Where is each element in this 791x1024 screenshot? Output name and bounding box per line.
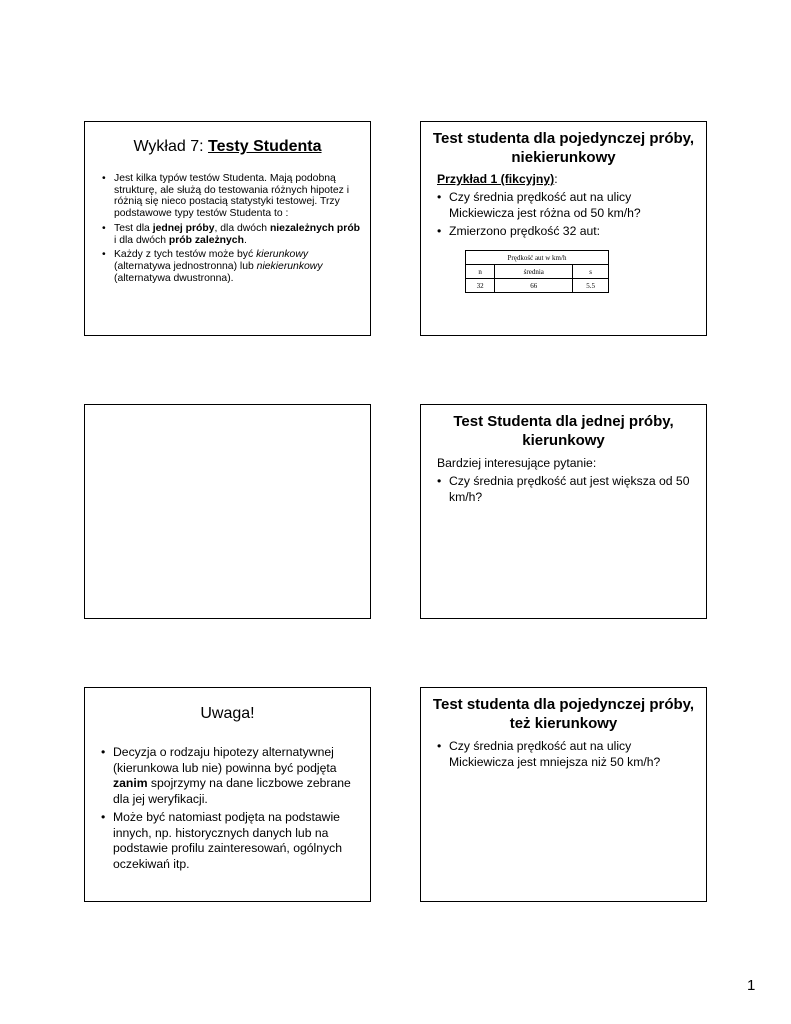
slide-2-bullets <box>437 190 699 243</box>
page-number: 1 <box>747 977 756 994</box>
slide-4-bullet-1: • Czy średnia prędkość aut jest większa od 50 km/h? <box>437 474 699 505</box>
slide-2-bullet-2: • Zmierzono prędkość 32 aut: <box>437 224 699 240</box>
slide-4-bullets <box>437 474 699 508</box>
slide-2-example-label: Przykład 1 (fikcyjny): <box>437 172 558 186</box>
speed-table-cell: 5.5 <box>573 279 609 293</box>
slide-5-bullet-2: • Może być natomiast podjęta na podstawie innych, np. historycznych danych lub na podstawie profilu zainteresowań, ogólnych oczekiwań itp. <box>101 810 359 872</box>
slide-1-title <box>85 138 370 156</box>
slide-2 <box>420 121 707 336</box>
slide-4-title: Test Studenta dla jednej próby, kierunkowy <box>453 413 674 449</box>
slide-1-bullet-2: • Test dla jednej próby, dla dwóch niezależnych prób i dla dwóch prób zależnych. <box>102 223 360 246</box>
slide-2-bullet-1: • Czy średnia prędkość aut na ulicy Mickiewicza jest różna od 50 km/h? <box>437 190 699 221</box>
slide-6-bullets <box>437 739 699 773</box>
speed-table-header: średnia <box>495 265 573 279</box>
slide-1-title-prefix: Wykład 7: <box>133 138 209 155</box>
slide-5 <box>84 687 371 902</box>
slide-1-bullets <box>102 173 360 287</box>
speed-table-header: s <box>573 265 609 279</box>
slide-1-title-main: Testy Studenta <box>208 138 322 155</box>
slide-6-bullet-1: • Czy średnia prędkość aut na ulicy Mickiewicza jest mniejsza niż 50 km/h? <box>437 739 699 770</box>
slide-2-title: Test studenta dla pojedynczej próby, niekierunkowy <box>432 130 695 166</box>
slide-1 <box>84 121 371 336</box>
slide-4-intro: Bardziej interesujące pytanie: <box>437 456 597 470</box>
speed-table-cell: 66 <box>495 279 573 293</box>
speed-table <box>465 250 609 293</box>
slide-1-bullet-1: • Jest kilka typów testów Studenta. Mają podobną strukturę, ale służą do testowania różnych hipotez i różnią się nieco postacią statystyki testowej. Trzy podstawowe typy testów Studenta to : <box>102 173 360 220</box>
slide-1-bullet-3: • Każdy z tych testów może być kierunkowy (alternatywa jednostronna) lub niekierunkowy (alternatywa dwustronna). <box>102 249 360 284</box>
slide-5-bullets <box>101 745 359 875</box>
slide-4 <box>420 404 707 619</box>
slide-5-bullet-1: • Decyzja o rodzaju hipotezy alternatywnej (kierunkowa lub nie) powinna być podjęta zanim spojrzymy na dane liczbowe zebrane dla jej weryfikacji. <box>101 745 359 807</box>
slide-6 <box>420 687 707 902</box>
slide-6-title: Test studenta dla pojedynczej próby, też kierunkowy <box>432 696 695 732</box>
slide-3-empty <box>84 404 371 619</box>
speed-table-caption: Prędkość aut w km/h <box>466 251 609 265</box>
slide-5-title: Uwaga! <box>200 705 255 722</box>
speed-table-cell: 32 <box>466 279 495 293</box>
speed-table-header: n <box>466 265 495 279</box>
